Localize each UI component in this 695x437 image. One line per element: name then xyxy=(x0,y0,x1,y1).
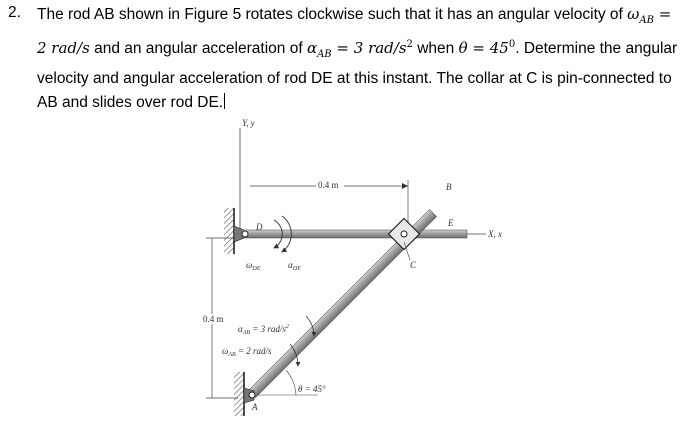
omega-symbol: ω xyxy=(627,5,640,23)
rod-de xyxy=(242,230,467,238)
label-a: A xyxy=(252,402,258,412)
theta-value: θ = 45 xyxy=(458,39,509,57)
omega-subscript: AB xyxy=(639,15,654,26)
alpha-ab-subscript: AB xyxy=(242,330,251,336)
label-omega-de xyxy=(246,260,261,272)
text-cursor xyxy=(224,93,225,109)
alpha-ab-symbol: α xyxy=(238,324,243,334)
label-omega-ab xyxy=(222,346,272,358)
label-b: B xyxy=(446,182,452,192)
label-d: D xyxy=(256,222,263,232)
label-theta: θ = 45° xyxy=(298,384,326,394)
wall-support-d xyxy=(224,208,234,254)
theta-arc xyxy=(286,370,296,395)
omega-ab-value: 2 rad/s xyxy=(37,39,90,57)
omega-ab-subscript: AB xyxy=(228,352,236,358)
label-c: C xyxy=(410,260,417,270)
label-alpha-ab xyxy=(238,324,289,336)
pin-a xyxy=(249,392,255,398)
alpha-de-subscript: DE xyxy=(292,266,301,272)
alpha-ab-exponent: 2 xyxy=(285,324,289,330)
omega-ab-value: = 2 rad/s xyxy=(235,346,272,356)
alpha-value: = 3 rad/s xyxy=(331,39,407,57)
dim-arrow-horizontal xyxy=(402,183,408,189)
alpha-de-symbol: α xyxy=(288,260,293,270)
figure-5 xyxy=(190,110,520,432)
alpha-subscript: AB xyxy=(317,49,332,60)
label-x-axis: X, x xyxy=(488,229,502,239)
label-alpha-de xyxy=(288,260,301,272)
label-dim-vertical: 0.4 m xyxy=(203,314,224,324)
alpha-ab-expression xyxy=(306,39,413,60)
pin-d xyxy=(242,231,248,237)
theta-exponent: 0 xyxy=(508,39,516,50)
text-part-4: . Determine the angular velocity and angular acceleration of rod DE at this instant. The collar at C is pin-connected to AB and slides over rod DE. xyxy=(37,40,678,111)
pin-c xyxy=(401,231,407,237)
text-part-2: and an angular acceleration of xyxy=(89,40,307,57)
text-part-3: when xyxy=(412,40,459,57)
omega-ab-symbol: ω xyxy=(222,346,229,356)
omega-de-subscript: DE xyxy=(252,266,261,272)
text-part-1: The rod AB shown in Figure 5 rotates clockwise such that it has an angular velocity of xyxy=(37,6,628,23)
equals-sign: = xyxy=(653,5,672,23)
alpha-exponent: 2 xyxy=(406,39,413,50)
label-e: E xyxy=(448,218,454,228)
label-dim-horizontal: 0.4 m xyxy=(318,180,339,190)
theta-expression xyxy=(459,39,516,57)
problem-number: 2. xyxy=(8,4,21,21)
mechanism-diagram xyxy=(190,110,520,432)
problem-text xyxy=(37,2,692,115)
wall-support-a xyxy=(234,372,244,416)
label-y-axis: Y, y xyxy=(242,118,255,128)
omega-ab-symbol xyxy=(627,5,672,26)
alpha-ab-value: = 3 rad/s xyxy=(250,324,286,334)
omega-de-symbol: ω xyxy=(246,260,253,270)
alpha-symbol: α xyxy=(306,39,318,57)
